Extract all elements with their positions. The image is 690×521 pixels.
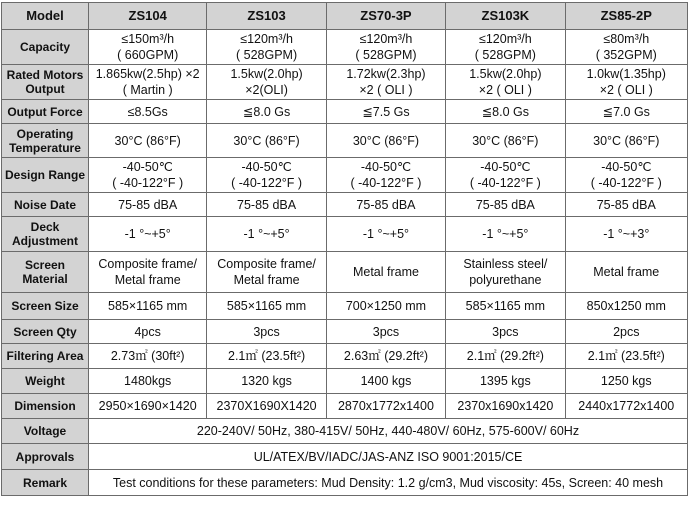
- cell-line: ( 660GPM): [117, 48, 179, 62]
- spec-cell: [326, 124, 445, 158]
- cell-line: 1.5kw(2.0hp): [469, 67, 542, 81]
- spec-row: [2, 30, 688, 65]
- spec-cell: [326, 344, 445, 369]
- cell-line: Stainless steel/: [463, 257, 548, 271]
- cell-line: 2pcs: [613, 324, 640, 339]
- row-label: Screen Size: [2, 293, 89, 320]
- cell-line: -40-50℃: [122, 160, 173, 174]
- cell-line: ( -40-122°F ): [231, 176, 303, 190]
- cell-line: 2870x1772x1400: [337, 399, 434, 413]
- spec-cell: [207, 158, 326, 193]
- cell-line: 3pcs: [253, 324, 280, 339]
- cell-line: 3pcs: [372, 324, 400, 339]
- row-label: Filtering Area: [2, 344, 89, 369]
- cell-line: -1 °~+5°: [124, 227, 171, 241]
- row-label: Design Range: [2, 158, 89, 193]
- cell-line: 1.72kw(2.3hp): [346, 67, 426, 81]
- spec-cell: [207, 100, 326, 124]
- spec-cell: [207, 124, 326, 158]
- row-label: Weight: [2, 369, 89, 394]
- spec-cell: [565, 217, 687, 252]
- spec-row: [2, 124, 688, 158]
- spec-cell: [446, 369, 565, 394]
- spec-cell: [326, 369, 445, 394]
- cell-line: 585×1165 mm: [226, 299, 307, 313]
- cell-line: -1 °~+5°: [482, 227, 529, 241]
- cell-line: ≦8.0 Gs: [481, 104, 529, 119]
- spec-cell: [565, 193, 687, 217]
- spec-cell: [326, 217, 445, 252]
- cell-line: 30°C (86°F): [233, 133, 300, 148]
- model-header: ZS70-3P: [326, 3, 445, 30]
- row-label: Noise Date: [2, 193, 89, 217]
- spec-cell: [89, 369, 207, 394]
- cell-line: 75-85 dBA: [118, 197, 178, 212]
- cell-line: 1395 kgs: [479, 374, 531, 388]
- row-label: Approvals: [2, 444, 89, 470]
- row-label: Screen Material: [2, 252, 89, 293]
- merged-value: UL/ATEX/BV/IADC/JAS-ANZ ISO 9001:2015/CE: [89, 444, 688, 470]
- spec-cell: [89, 193, 207, 217]
- spec-cell: [326, 193, 445, 217]
- spec-cell: [446, 124, 565, 158]
- merged-value: 220-240V/ 50Hz, 380-415V/ 50Hz, 440-480V/ 60Hz, 575-600V/ 60Hz: [89, 419, 688, 444]
- row-label: Rated Motors Output: [2, 65, 89, 100]
- cell-line: 1400 kgs: [360, 374, 412, 388]
- spec-body: [2, 30, 688, 496]
- spec-cell: [89, 320, 207, 344]
- spec-cell: [89, 124, 207, 158]
- cell-line: 30°C (86°F): [352, 133, 420, 148]
- spec-row: [2, 394, 688, 419]
- spec-cell: [446, 193, 565, 217]
- cell-line: Metal frame: [233, 273, 300, 287]
- cell-line: 75-85 dBA: [475, 197, 535, 212]
- cell-line: 1.0kw(1.35hp): [586, 67, 666, 81]
- cell-line: 2.63㎡ (29.2ft²): [343, 349, 428, 363]
- header-row: [2, 3, 688, 30]
- cell-line: ×2 ( OLI ): [478, 83, 532, 97]
- spec-cell: [446, 158, 565, 193]
- cell-line: Metal frame: [593, 265, 660, 279]
- spec-cell: [565, 252, 687, 293]
- spec-cell: [446, 320, 565, 344]
- spec-cell: [89, 217, 207, 252]
- cell-line: Composite frame/: [217, 257, 316, 271]
- spec-cell: [207, 30, 326, 65]
- cell-line: 1.865kw(2.5hp) ×2: [95, 67, 200, 81]
- cell-line: 2440x1772x1400: [578, 399, 675, 413]
- spec-row: [2, 158, 688, 193]
- spec-cell: [446, 100, 565, 124]
- spec-cell: [326, 65, 445, 100]
- spec-cell: [89, 30, 207, 65]
- spec-cell: [565, 369, 687, 394]
- row-label: Operating Temperature: [2, 124, 89, 158]
- cell-line: -1 °~+5°: [362, 227, 410, 241]
- model-header: ZS103K: [446, 3, 565, 30]
- spec-cell: [446, 252, 565, 293]
- spec-table: [1, 2, 688, 496]
- spec-cell: [565, 344, 687, 369]
- cell-line: ( 352GPM): [595, 48, 657, 62]
- cell-line: 30°C (86°F): [472, 133, 539, 148]
- row-label: Remark: [2, 470, 89, 496]
- spec-row: [2, 65, 688, 100]
- spec-cell: [446, 30, 565, 65]
- cell-line: ≤80m³/h: [603, 32, 650, 46]
- spec-cell: [565, 30, 687, 65]
- cell-line: ( -40-122°F ): [112, 176, 184, 190]
- spec-cell: [565, 124, 687, 158]
- cell-line: 30°C (86°F): [593, 133, 660, 148]
- merged-row: [2, 444, 688, 470]
- spec-cell: [326, 320, 445, 344]
- model-header: ZS104: [89, 3, 207, 30]
- cell-line: ≤120m³/h: [359, 32, 413, 46]
- spec-row: [2, 100, 688, 124]
- cell-line: -1 °~+5°: [243, 227, 290, 241]
- cell-line: ( 528GPM): [236, 48, 298, 62]
- model-header: ZS103: [207, 3, 326, 30]
- cell-line: 75-85 dBA: [356, 197, 416, 212]
- spec-row: [2, 293, 688, 320]
- spec-cell: [89, 252, 207, 293]
- cell-line: ( -40-122°F ): [469, 176, 541, 190]
- spec-cell: [207, 293, 326, 320]
- cell-line: 700×1250 mm: [345, 299, 427, 313]
- row-label: Dimension: [2, 394, 89, 419]
- merged-row: [2, 419, 688, 444]
- row-label: Voltage: [2, 419, 89, 444]
- spec-cell: [207, 252, 326, 293]
- spec-cell: [207, 217, 326, 252]
- cell-line: -1 °~+3°: [603, 227, 650, 241]
- spec-cell: [207, 394, 326, 419]
- merged-value: Test conditions for these parameters: Mud Density: 1.2 g/cm3, Mud viscosity: 45s, Screen: 40 mesh: [89, 470, 688, 496]
- row-label: Deck Adjustment: [2, 217, 89, 252]
- cell-line: ×2 ( OLI ): [599, 83, 653, 97]
- cell-line: 585×1165 mm: [465, 299, 546, 313]
- cell-line: ( 528GPM): [474, 48, 536, 62]
- spec-row: [2, 369, 688, 394]
- row-label: Screen Qty: [2, 320, 89, 344]
- header-label: Model: [2, 3, 89, 30]
- spec-cell: [446, 394, 565, 419]
- spec-cell: [207, 65, 326, 100]
- spec-row: [2, 193, 688, 217]
- spec-cell: [326, 252, 445, 293]
- spec-cell: [207, 344, 326, 369]
- cell-line: 2950×1690×1420: [98, 399, 197, 413]
- cell-line: polyurethane: [469, 273, 542, 287]
- row-label: Capacity: [2, 30, 89, 65]
- cell-line: ≦7.0 Gs: [602, 104, 650, 119]
- cell-line: -40-50℃: [360, 160, 412, 174]
- cell-line: ≦7.5 Gs: [362, 104, 410, 119]
- cell-line: 2370x1690x1420: [457, 399, 554, 413]
- cell-line: 2.1㎡ (29.2ft²): [466, 349, 544, 363]
- cell-line: ( Martin ): [122, 83, 173, 97]
- cell-line: 4pcs: [134, 324, 161, 339]
- spec-row: [2, 252, 688, 293]
- spec-row: [2, 320, 688, 344]
- spec-cell: [446, 217, 565, 252]
- spec-cell: [326, 293, 445, 320]
- cell-line: ≤120m³/h: [478, 32, 532, 46]
- row-label: Output Force: [2, 100, 89, 124]
- spec-cell: [326, 30, 445, 65]
- cell-line: ×2(OLI): [245, 83, 288, 97]
- cell-line: ( 528GPM): [355, 48, 417, 62]
- cell-line: -40-50℃: [241, 160, 292, 174]
- spec-cell: [446, 344, 565, 369]
- cell-line: 2.1㎡ (23.5ft²): [228, 349, 306, 363]
- spec-cell: [207, 369, 326, 394]
- cell-line: 2.73㎡ (30ft²): [110, 349, 185, 363]
- cell-line: 75-85 dBA: [237, 197, 297, 212]
- cell-line: ≤8.5Gs: [127, 104, 168, 119]
- cell-line: ≦8.0 Gs: [242, 104, 291, 119]
- spec-cell: [89, 100, 207, 124]
- cell-line: 1320 kgs: [241, 374, 292, 388]
- spec-cell: [207, 320, 326, 344]
- cell-line: 3pcs: [492, 324, 519, 339]
- cell-line: 1250 kgs: [600, 374, 652, 388]
- cell-line: 850x1250 mm: [586, 299, 666, 313]
- spec-cell: [565, 100, 687, 124]
- cell-line: ×2 ( OLI ): [359, 83, 413, 97]
- cell-line: 1480kgs: [124, 374, 172, 388]
- spec-cell: [89, 394, 207, 419]
- cell-line: 75-85 dBA: [596, 197, 656, 212]
- cell-line: 2.1㎡ (23.5ft²): [587, 349, 665, 363]
- cell-line: ( -40-122°F ): [350, 176, 422, 190]
- cell-line: ≤150m³/h: [121, 32, 175, 46]
- cell-line: -40-50℃: [601, 160, 652, 174]
- cell-line: Composite frame/: [98, 257, 198, 271]
- spec-row: [2, 217, 688, 252]
- merged-row: [2, 470, 688, 496]
- spec-cell: [565, 158, 687, 193]
- spec-cell: [89, 65, 207, 100]
- cell-line: Metal frame: [352, 265, 419, 279]
- spec-cell: [326, 394, 445, 419]
- spec-cell: [89, 344, 207, 369]
- cell-line: -40-50℃: [480, 160, 531, 174]
- spec-cell: [326, 100, 445, 124]
- cell-line: ≤120m³/h: [240, 32, 293, 46]
- spec-cell: [565, 320, 687, 344]
- cell-line: Metal frame: [114, 273, 181, 287]
- model-header: ZS85-2P: [565, 3, 687, 30]
- spec-cell: [89, 158, 207, 193]
- spec-cell: [565, 394, 687, 419]
- cell-line: 585×1165 mm: [108, 299, 188, 313]
- spec-row: [2, 344, 688, 369]
- spec-cell: [446, 65, 565, 100]
- spec-cell: [446, 293, 565, 320]
- spec-cell: [565, 293, 687, 320]
- spec-cell: [207, 193, 326, 217]
- cell-line: 2370X1690X1420: [216, 399, 317, 413]
- spec-cell: [565, 65, 687, 100]
- cell-line: 1.5kw(2.0hp): [230, 67, 303, 81]
- cell-line: ( -40-122°F ): [590, 176, 662, 190]
- spec-cell: [326, 158, 445, 193]
- cell-line: 30°C (86°F): [114, 133, 181, 148]
- spec-cell: [89, 293, 207, 320]
